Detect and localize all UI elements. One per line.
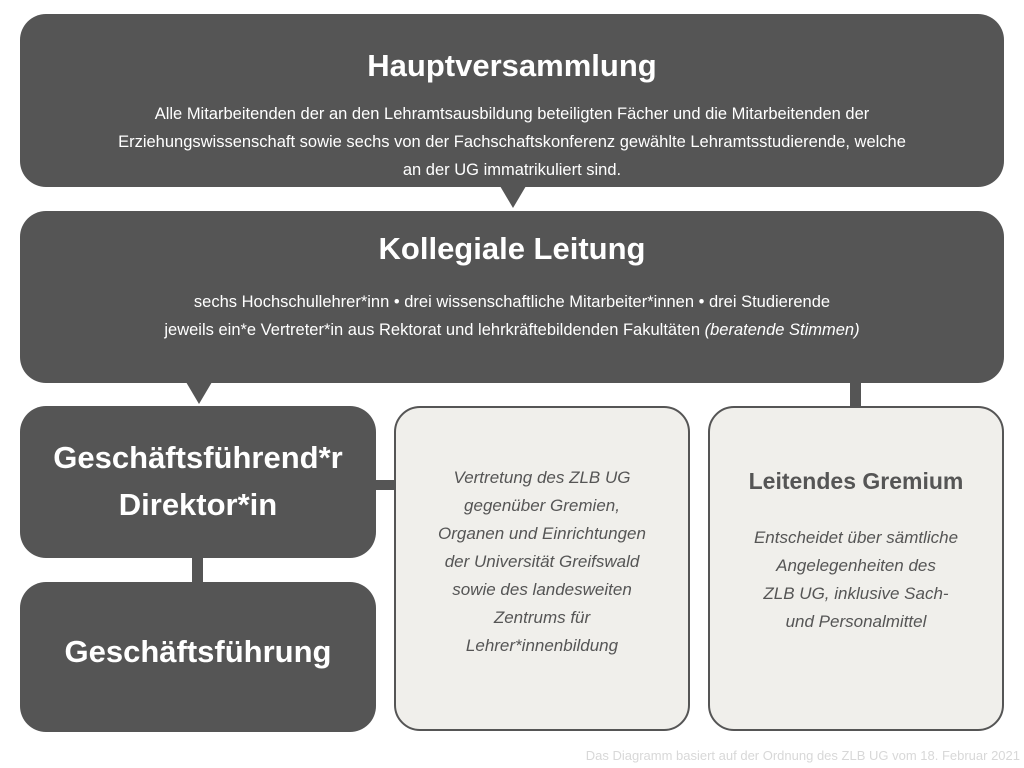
direktor-title — [20, 434, 376, 528]
geschaeftsfuehrung-title: Geschäftsführung — [64, 634, 332, 669]
arrow-kollegial-to-direktor — [186, 382, 212, 404]
leitendes-gremium-box — [708, 406, 1004, 731]
leitendes-gremium-title: Leitendes Gremium — [748, 468, 964, 494]
vertretung-line: Organen und Einrichtungen — [438, 524, 646, 543]
kollegiale-leitung-line — [20, 316, 1004, 344]
kollegiale-leitung-box — [20, 211, 1004, 383]
direktor-title-line: Geschäftsführend*r — [53, 440, 343, 475]
vertretung-line: Vertretung des ZLB UG — [453, 468, 631, 487]
footer-note: Das Diagramm basiert auf der Ordnung des ZLB UG vom 18. Februar 2021 — [585, 748, 1020, 763]
hauptversammlung-box — [20, 14, 1004, 187]
vertretung-description — [406, 464, 678, 660]
hauptversammlung-line: an der UG immatrikuliert sind. — [402, 161, 622, 179]
kollegiale-leitung-description — [20, 288, 1004, 344]
vertretung-line: Lehrer*innenbildung — [465, 636, 619, 655]
leitendes-gremium-description — [720, 524, 992, 636]
vertretung-line: der Universität Greifswald — [444, 552, 640, 571]
arrow-haupt-to-kollegial — [500, 186, 526, 208]
leitendes-gremium-line: Angelegenheiten des — [776, 556, 936, 575]
vertretung-line: Zentrums für — [493, 608, 591, 627]
hauptversammlung-description — [20, 100, 1004, 184]
direktor-title-line: Direktor*in — [118, 487, 278, 522]
geschaeftsfuehrung-box — [20, 582, 376, 732]
connector-kollegial-to-gremium — [850, 382, 861, 407]
connector-direktor-to-vertretung — [375, 480, 395, 490]
vertretung-line: sowie des landesweiten — [452, 580, 632, 599]
direktor-box — [20, 406, 376, 558]
vertretung-box — [394, 406, 690, 731]
hauptversammlung-line: Erziehungswissenschaft sowie sechs von der Fachschaftskonferenz gewählte Lehramtsstudierende, welche — [118, 133, 906, 151]
beratende-stimmen-note: (beratende Stimmen) — [704, 321, 860, 339]
leitendes-gremium-line: ZLB UG, inklusive Sach- — [763, 584, 949, 603]
kollegiale-leitung-line: sechs Hochschullehrer*inn • drei wissenschaftliche Mitarbeiter*innen • drei Studierende — [193, 293, 831, 311]
leitendes-gremium-line: und Personalmittel — [785, 612, 927, 631]
vertretung-line: gegenüber Gremien, — [464, 496, 620, 515]
kollegiale-leitung-title: Kollegiale Leitung — [378, 231, 646, 266]
kollegiale-leitung-line2-text: jeweils ein*e Vertreter*in aus Rektorat und lehrkräftebildenden Fakultäten — [164, 321, 705, 339]
connector-direktor-to-geschaeftsfuehrung — [192, 557, 203, 583]
leitendes-gremium-line: Entscheidet über sämtliche — [753, 528, 959, 547]
hauptversammlung-title: Hauptversammlung — [367, 48, 657, 83]
hauptversammlung-line: Alle Mitarbeitenden der an den Lehramtsausbildung beteiligten Fächer und die Mitarbeitenden der — [154, 105, 870, 123]
